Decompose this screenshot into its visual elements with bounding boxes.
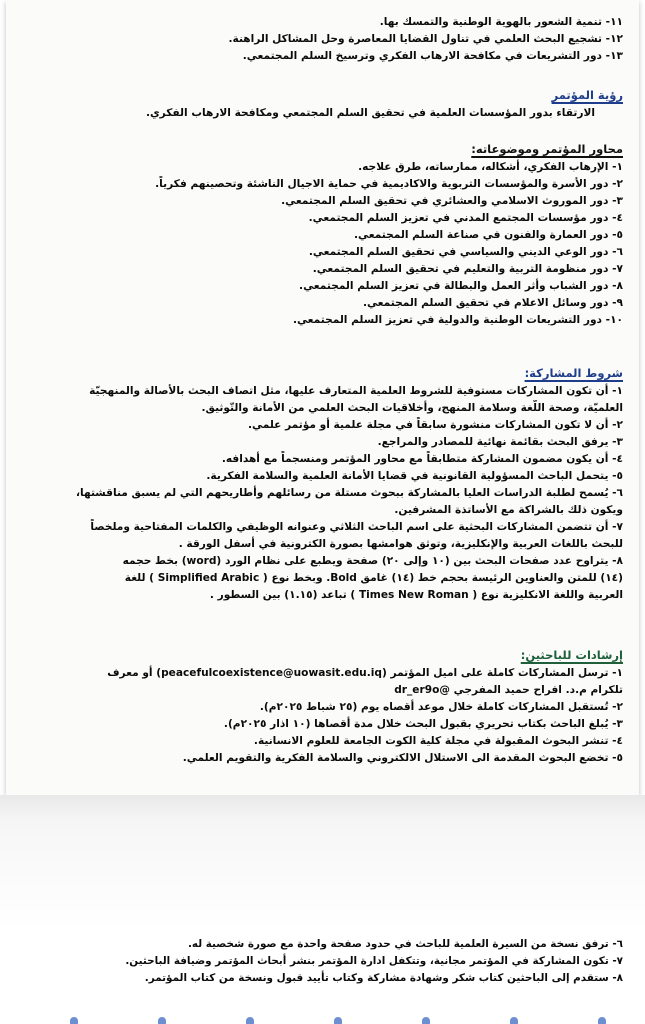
decorative-border [0, 1006, 645, 1024]
guidance-line: ٣- يُبلغ الباحث بكتاب تحريري بقبول البحث خلال مدة أقصاها (١٠ اذار ٢٠٢٥م). [223, 718, 623, 730]
guidance-line: ١- ترسل المشاركات كاملة على اميل المؤتمر (peacefulcoexistence@uowasit.edu.iq) أو معرف [107, 667, 623, 679]
footer-item: ٨- ستقدم إلى الباحثين كتاب شكر وشهادة مشاركة وكتاب تأييد قبول ونسخة من كتاب المؤتمر. [144, 972, 623, 984]
decor-dot [334, 1017, 342, 1024]
condition-line: العربية واللغة الانكليزية نوع ( Times New Roman ) تباعد (١.١٥) بين السطور . [209, 589, 623, 601]
guidance-heading: إرشادات للباحثين: [520, 648, 623, 662]
footer-item: ٦- ترفق نسخة من السيرة العلمية للباحث في حدود صفحة واحدة مع صورة شخصية له. [187, 938, 623, 950]
vision-heading: رؤية المؤتمر [551, 88, 623, 102]
axis-item: ٢- دور الأسرة والمؤسسات التربوية والاكاديمية في حماية الاجيال الناشئة وتحصينهم فكرياً. [155, 178, 623, 190]
conditions-section [18, 364, 623, 604]
axis-item: ٦- دور الوعي الديني والسياسي في تحقيق السلم المجتمعي. [308, 246, 623, 258]
guidance-line: ٢- تُستقبل المشاركات كاملة خلال موعد أقصاه يوم (٢٥ شباط ٢٠٢٥م). [259, 701, 623, 713]
decor-dot [422, 1017, 430, 1024]
decor-dot [510, 1017, 518, 1024]
condition-line: ٢- أن لا تكون المشاركات منشورة سابقاً في مجلة علمية أو مؤتمر علمي. [248, 419, 623, 431]
condition-line: للبحث باللغات العربية والإنكليزية، وتوثق هوامشها بصورة الكترونية في أسفل الورقة . [178, 538, 623, 550]
condition-line: ٣- يرفق البحث بقائمة نهائية للمصادر والمراجع. [377, 436, 623, 448]
axis-item: ٧- دور منظومة التربية والتعليم في تحقيق السلم المجتمعي. [312, 263, 623, 275]
axes-heading: محاور المؤتمر وموضوعاته: [471, 142, 623, 156]
condition-line: ١- أن تكون المشاركات مستوفية للشروط العلمية المتعارف عليها، مثل اتصاف البحث بالأصالة والمنهجيّة [89, 385, 623, 397]
axis-item: ١٠- دور التشريعات الوطنية والدولية في تعزيز السلم المجتمعي. [292, 314, 623, 326]
intro-item: ١٢- تشجيع البحث العلمي في تناول القضايا المعاصرة وحل المشاكل الراهنة. [228, 33, 623, 45]
guidance-section [18, 646, 623, 767]
decor-dot [246, 1017, 254, 1024]
guidance-line: ٥- تخضع البحوث المقدمة الى الاستلال الالكتروني والسلامة الفكرية والتقويم العلمي. [182, 752, 623, 764]
vision-text: الارتقاء بدور المؤسسات العلمية في تحقيق السلم المجتمعي ومكافحة الارهاب الفكري. [145, 107, 595, 119]
intro-item: ١١- تنمية الشعور بالهوية الوطنية والتمسك بها. [379, 16, 623, 28]
condition-line: ٥- يتحمل الباحث المسؤولية القانونية في قضايا الأمانة العلمية والسلامة الفكرية. [206, 470, 623, 482]
next-page-list [18, 936, 623, 987]
decor-dot [598, 1017, 606, 1024]
conditions-heading: شروط المشاركة: [524, 366, 623, 380]
axis-item: ١- الإرهاب الفكري، أشكاله، ممارساته، طرق علاجه. [358, 161, 623, 173]
axis-item: ٨- دور الشباب وأثر العمل والبطالة في تعزيز السلم المجتمعي. [299, 280, 623, 292]
condition-line: ويكون ذلك بالشراكة مع الأساتذة المشرفين. [394, 504, 623, 516]
condition-line: ٦- يُسمح لطلبة الدراسات العليا بالمشاركة ببحوث مستلة من رسائلهم وأطاريحهم التي لم يسبق مناقشتها، [75, 487, 623, 499]
page-gap [0, 795, 645, 930]
axis-item: ٩- دور وسائل الاعلام في تحقيق السلم المجتمعي. [362, 297, 623, 309]
axes-section [18, 140, 623, 329]
vision-section [18, 86, 623, 122]
condition-line: العلميّة، وصحة اللّغة وسلامة المنهج، وأخلاقيات البحث العلمي من الأمانة والتّوثيق. [201, 402, 623, 414]
condition-line: ٧- أن تتضمن المشاركات البحثية على اسم الباحث الثلاثي وعنوانه الوظيفي والكلمات المفتاحية وملخصاً [90, 521, 623, 533]
axis-item: ٤- دور مؤسسات المجتمع المدني في تعزيز السلم المجتمعي. [308, 212, 623, 224]
condition-line: ٤- أن يكون مضمون المشاركة متطابقاً مع محاور المؤتمر ومنسجماً مع أهدافه. [221, 453, 623, 465]
decor-dot [158, 1017, 166, 1024]
guidance-line: ٤- تنشر البحوث المقبولة في مجلة كلية الكوت الجامعة للعلوم الانسانية. [253, 735, 623, 747]
condition-line: ٨- يتراوح عدد صفحات البحث بين (١٠ وإلى ٢٠) صفحة ويطبع على نظام الورد (word) بخط حجمه [122, 555, 623, 567]
decor-dot [70, 1017, 78, 1024]
axis-item: ٣- دور الموروث الاسلامي والعشائري في تحقيق السلم المجتمعي. [281, 195, 623, 207]
footer-item: ٧- تكون المشاركة في المؤتمر مجانية، وتتكفل ادارة المؤتمر بنشر أبحاث المؤتمر وضيافة الباحثين. [125, 955, 623, 967]
intro-list [18, 14, 623, 65]
guidance-line: تلكرام م.د. افراح حميد المفرجي @dr_er9o [394, 684, 623, 696]
intro-item: ١٣- دور التشريعات في مكافحة الارهاب الفكري وترسيخ السلم المجتمعي. [242, 50, 623, 62]
axis-item: ٥- دور العمارة والفنون في صناعة السلم المجتمعي. [353, 229, 623, 241]
condition-line: (١٤) للمتن والعناوين الرئيسة بحجم خط (١٤) غامق Bold. وبخط نوع ( Simplified Arabic ) للغة [124, 572, 623, 584]
